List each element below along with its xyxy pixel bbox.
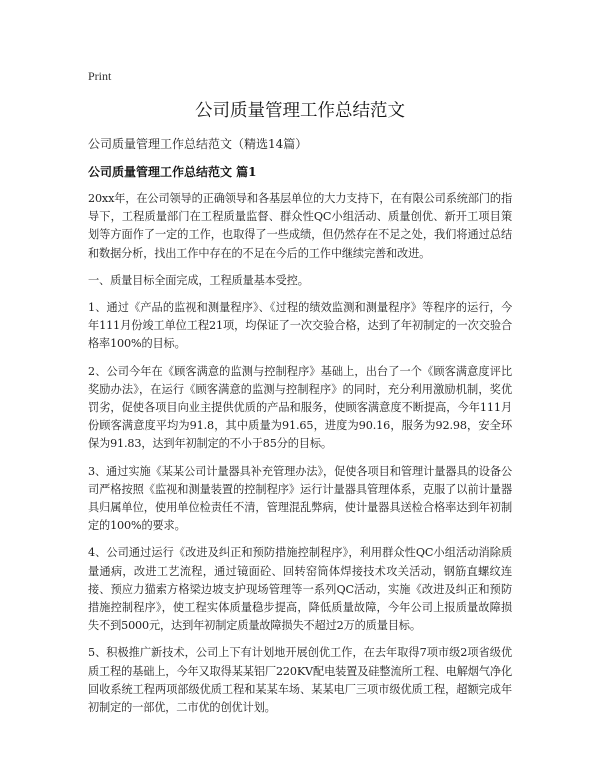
- paragraph-item-1: 1、通过《产品的监视和测量程序》、《过程的绩效监测和测量程序》等程序的运行，今年111月份竣工单位工程21项，均保证了一次交验合格，达到了年初制定的一次交验合格率100%的目标。: [88, 301, 512, 351]
- document-title: 公司质量管理工作总结范文: [195, 101, 405, 121]
- paragraph-heading-1: 一、质量目标全面完成，工程质量基本受控。: [88, 273, 309, 287]
- paragraph-item-5: 5、积极推广新技术，公司上下有计划地开展创优工作，在去年取得7项市级2项省级优质工程的基础上，今年又取得某某铝厂220KV配电装置及硅整流所工程、电解烟气净化回收系统工程两项部级优质工程和某某车场、某某电厂三项市级优质工程，超额完成年初制定的一部优，二市优的创优计划。: [88, 646, 512, 715]
- paragraph-item-2: 2、公司今年在《顾客满意的监测与控制程序》基础上，出台了一个《顾客满意度评比奖励办法》，在运行《顾客满意的监测与控制程序》的同时，充分利用激励机制，奖优罚劣，促使各项目向业主提供优质的产品和服务，使顾客满意度不断提高，今年111月份顾客满意度平均为91.8，其中质量为91.65，进度为90.16，服务为92.98，安全环保为91.83，达到年初制定的不小于85分的目标。: [88, 364, 512, 451]
- document-subtitle: 公司质量管理工作总结范文（精选14篇）: [88, 137, 308, 151]
- paragraph-item-4: 4、公司通过运行《改进及纠正和预防措施控制程序》，利用群众性QC小组活动消除质量通病，改进工艺流程，通过镜面砼、回转窑筒体焊接技术攻关活动，钢筋直螺纹连接、预应力猫索方格梁边坡支护现场管理等一系列QC活动，实施《改进及纠正和预防措施控制程序》，使工程实体质量稳步提高，降低质量故障，今年公司上报质量故障损失不到5000元，达到年初制定质量故障损失不超过2万的质量目标。: [88, 546, 512, 633]
- section-heading: 公司质量管理工作总结范文 篇1: [88, 165, 257, 179]
- paragraph-intro: 20xx年，在公司领导的正确领导和各基层单位的大力支持下，在有限公司系统部门的指导下，工程质量部门在工程质量监督、群众性QC小组活动、质量创优、新开工项目策划等方面作了一定的工作，也取得了一些成绩，但仍然存在不足之处，我们将通过总结和数据分析，找出工作中存在的不足在今后的工作中继续完善和改进。: [88, 192, 512, 260]
- print-label[interactable]: Print: [88, 69, 112, 83]
- paragraph-item-3: 3、通过实施《某某公司计量器具补充管理办法》，促使各项目和管理计量器具的设备公司严格按照《监视和测量装置的控制程序》运行计量器具管理体系，克服了以前计量器具归属单位，使用单位检责任不清，管理混乱弊病，使计量器具送检合格率达到年初制定的100%的要求。: [88, 464, 512, 533]
